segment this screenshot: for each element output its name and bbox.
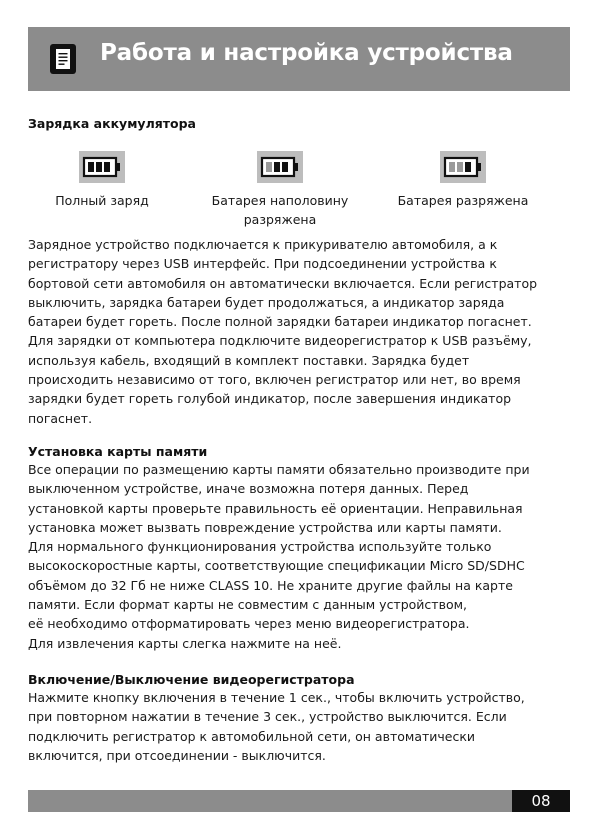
paragraph-line: при повторном нажатии в течение 3 сек., устройство выключится. Если xyxy=(28,709,507,725)
paragraph-line: включится, при отсоединении - выключится. xyxy=(28,747,326,763)
page-number: 08 xyxy=(531,792,551,810)
paragraph-line: выключенном устройстве, иначе возможна потеря данных. Перед xyxy=(28,481,469,497)
battery-caption-full: Полный заряд xyxy=(55,193,149,208)
paragraph-line: Для зарядки от компьютера подключите видеорегистратор к USB разъёму, xyxy=(28,333,532,349)
paragraph-line: зарядки будет гореть голубой индикатор, после завершения индикатор xyxy=(28,391,512,407)
paragraph-line: Для извлечения карты слегка нажмите на неё. xyxy=(28,635,342,651)
paragraph-line: батареи будет гореть. После полной зарядки батареи индикатор погаснет. xyxy=(28,314,532,330)
footer-bar xyxy=(28,790,570,812)
page-title: Работа и настройка устройства xyxy=(100,40,513,66)
paragraph-line: происходить независимо от того, включен регистратор или нет, во время xyxy=(28,372,521,388)
paragraph-line: высокоскоростные карты, соответствующие спецификации Micro SD/SDHC xyxy=(28,558,525,574)
header-bar xyxy=(28,27,570,91)
battery-caption-half-line-1: Батарея наполовину xyxy=(211,193,349,208)
paragraph-line: Нажмите кнопку включения в течение 1 сек., чтобы включить устройство, xyxy=(28,690,525,705)
paragraph-line: бортовой сети автомобиля он автоматически включается. Если регистратор xyxy=(28,275,538,291)
document-icon xyxy=(50,44,76,74)
paragraph-line: установкой карты проверьте правильность её ориентации. Неправильная xyxy=(28,500,523,516)
paragraph-line: Зарядное устройство подключается к прикуривателю автомобиля, а к xyxy=(28,237,498,252)
memory-card-paragraph xyxy=(28,460,568,653)
paragraph-line: её необходимо отформатировать через меню видеорегистратора. xyxy=(28,616,470,632)
battery-full-icon xyxy=(79,151,125,183)
battery-state-half xyxy=(200,151,360,229)
paragraph-line: Для нормального функционирования устройства используйте только xyxy=(28,539,492,555)
paragraph-line: объёмом до 32 Гб не ниже CLASS 10. Не храните другие файлы на карте xyxy=(28,577,513,593)
paragraph-line: погаснет. xyxy=(28,410,93,426)
paragraph-line: подключить регистратор к автомобильной сети, он автоматически xyxy=(28,728,476,744)
power-paragraph xyxy=(28,688,568,765)
battery-half-icon xyxy=(257,151,303,183)
paragraph-line: Все операции по размещению карты памяти обязательно производите при xyxy=(28,462,530,477)
paragraph-line: используя кабель, входящий в комплект поставки. Зарядка будет xyxy=(28,352,470,368)
battery-state-full xyxy=(46,151,158,210)
section-heading-memory-card: Установка карты памяти xyxy=(28,444,208,459)
paragraph-line: установка может вызвать повреждение устройства или карты памяти. xyxy=(28,519,502,535)
battery-caption-half-line-2: разряжена xyxy=(243,212,317,227)
paragraph-line: регистратору через USB интерфейс. При подсоединении устройства к xyxy=(28,256,497,272)
charging-paragraph xyxy=(28,235,568,428)
battery-caption-empty: Батарея разряжена xyxy=(397,193,529,208)
page-number-box xyxy=(512,790,570,812)
section-heading-charging: Зарядка аккумулятора xyxy=(28,116,196,131)
section-heading-power: Включение/Выключение видеорегистратора xyxy=(28,672,355,687)
paragraph-line: памяти. Если формат карты не совместим с данным устройством, xyxy=(28,597,467,613)
battery-empty-icon xyxy=(440,151,486,183)
paragraph-line: выключить, зарядка батареи будет продолжаться, а индикатор заряда xyxy=(28,294,505,310)
battery-caption-half xyxy=(200,191,360,229)
battery-state-empty xyxy=(388,151,538,210)
